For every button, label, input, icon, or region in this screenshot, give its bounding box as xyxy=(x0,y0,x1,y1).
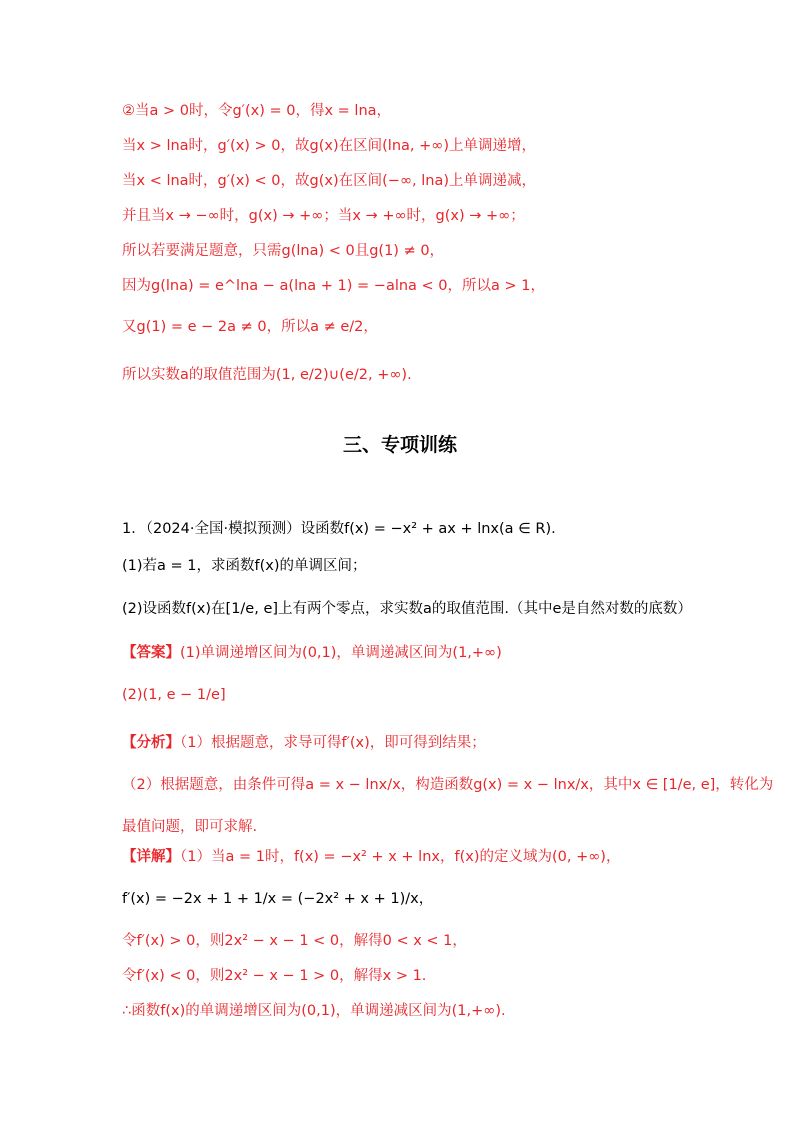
analysis-part-1: （1）根据题意，求导可得f′(x)，即可得到结果； xyxy=(180,735,486,751)
solution-line-2: 当x > lna时，g′(x) > 0，故g(x)在区间(lna, +∞)上单调递增， xyxy=(122,138,536,154)
analysis-part-3: 最值问题，即可求解. xyxy=(122,819,258,835)
problem-question-1: (1)若a = 1，求函数f(x)的单调区间； xyxy=(122,558,367,574)
section-title: 三、专项训练 xyxy=(342,434,457,456)
detail-line-1 xyxy=(122,846,740,868)
analysis-part-2: （2）根据题意，由条件可得a = x − lnx/x，构造函数g(x) = x − lnx/x，其中x ∈ [1/e, e]，转化为 xyxy=(122,777,774,793)
solution-line-4: 并且当x → −∞时，g(x) → +∞；当x → +∞时，g(x) → +∞； xyxy=(122,208,525,224)
answer-part-2: (2)(1, e − 1/e] xyxy=(122,687,226,703)
detail-increase-condition: 令f′(x) > 0，则2x² − x − 1 < 0，解得0 < x < 1， xyxy=(122,933,467,949)
solution-line-3: 当x < lna时，g′(x) < 0，故g(x)在区间(−∞, lna)上单调递减， xyxy=(122,173,536,189)
problem-stem: 1．（2024·全国·模拟预测）设函数f(x) = −x² + ax + lnx(a ∈ R). xyxy=(122,521,556,537)
analysis-line-1 xyxy=(122,732,740,754)
solution-line-7: 又g(1) = e − 2a ≠ 0，所以a ≠ e/2， xyxy=(122,319,378,335)
solution-line-8: 所以实数a的取值范围为(1, e/2)∪(e/2, +∞). xyxy=(122,367,412,383)
solution-line-1: ②当a > 0时，令g′(x) = 0，得x = lna， xyxy=(122,103,392,119)
analysis-label: 【分析】 xyxy=(122,735,180,751)
answer-label: 【答案】 xyxy=(122,645,180,661)
solution-line-6: 因为g(lna) = e^lna − a(lna + 1) = −alna < 0，所以a > 1， xyxy=(122,278,546,294)
detail-label: 【详解】 xyxy=(122,849,180,865)
answer-part-1: (1)单调递增区间为(0,1)，单调递减区间为(1,+∞) xyxy=(180,645,502,661)
problem-question-2: (2)设函数f(x)在[1/e, e]上有两个零点，求实数a的取值范围.（其中e是自然对数的底数） xyxy=(122,601,692,617)
detail-decrease-condition: 令f′(x) < 0，则2x² − x − 1 > 0，解得x > 1. xyxy=(122,968,427,984)
detail-derivative: f′(x) = −2x + 1 + 1/x = (−2x² + x + 1)/x， xyxy=(122,891,434,907)
detail-part-1: （1）当a = 1时，f(x) = −x² + x + lnx，f(x)的定义域为(0, +∞)， xyxy=(180,849,621,865)
solution-line-5: 所以若要满足题意，只需g(lna) < 0且g(1) ≠ 0， xyxy=(122,243,445,259)
answer-line-1 xyxy=(122,642,740,664)
detail-conclusion: ∴函数f(x)的单调递增区间为(0,1)，单调递减区间为(1,+∞). xyxy=(122,1003,506,1019)
